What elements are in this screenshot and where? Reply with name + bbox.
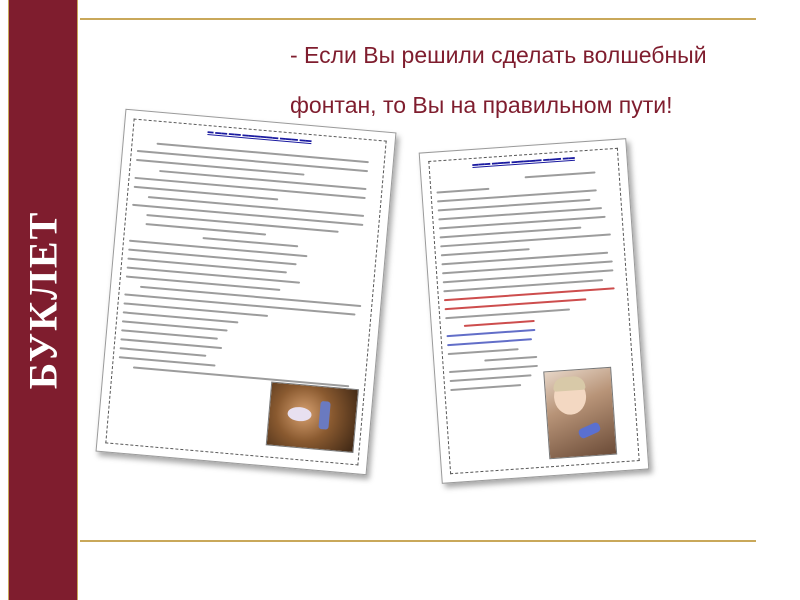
child-photo [543, 367, 617, 460]
page-header-scribble: ▬ ▬▬ ▬▬ ▬▬▬▬▬▬ ▬▬▬ ▬▬ [207, 129, 312, 145]
booklet-page-left [96, 109, 397, 475]
headline-line-1: - Если Вы решили сделать волшебный [290, 42, 707, 68]
bottom-divider [80, 540, 756, 542]
headline-line-2: фонтан, то Вы на правильном пути! [290, 92, 673, 118]
sidebar-title: БУКЛЕТ [20, 210, 66, 390]
page-header-scribble: ▬▬▬ ▬▬▬ ▬▬▬▬▬ ▬▬▬ ▬▬ [472, 154, 575, 168]
booklet-page-right [419, 138, 650, 484]
sidebar-band [8, 0, 78, 600]
headline [290, 30, 790, 130]
experiment-photo [266, 382, 359, 453]
top-divider [80, 18, 756, 20]
